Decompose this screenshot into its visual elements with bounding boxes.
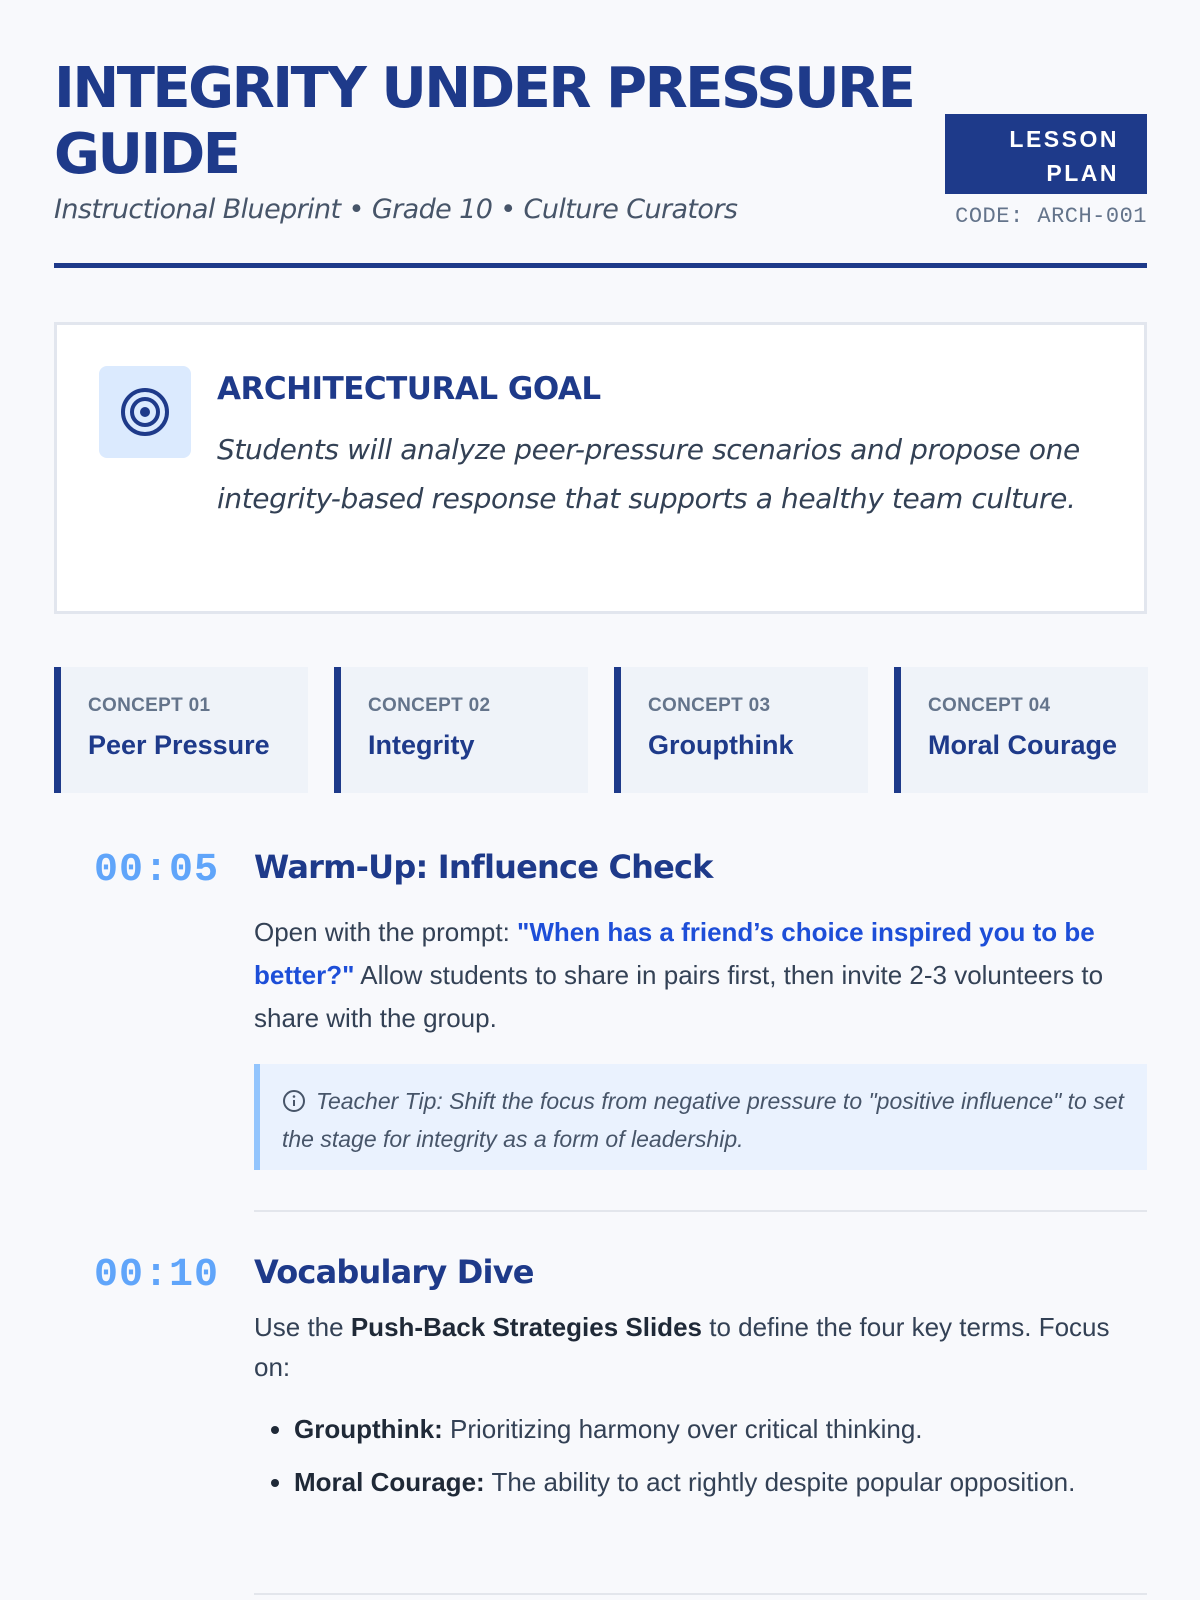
concept-name: Integrity <box>368 730 475 760</box>
concept-card <box>894 667 1148 793</box>
list-item <box>294 1462 1147 1503</box>
resource-name: Push-Back Strategies Slides <box>350 1312 702 1342</box>
section-description <box>254 911 1147 1040</box>
concept-name: Groupthink <box>648 730 794 760</box>
lesson-plan-badge: LESSON PLAN <box>945 114 1147 194</box>
concept-name: Peer Pressure <box>88 730 270 760</box>
list-item <box>294 1409 1147 1450</box>
prompt-quote: "When has a friend’s choice inspired you to be better?" <box>254 917 1095 990</box>
section-body <box>254 911 1147 1040</box>
concept-number: CONCEPT 04 <box>928 695 1051 716</box>
concept-cards <box>54 667 1147 793</box>
lesson-plan-page <box>54 0 1147 1497</box>
page-title: INTEGRITY UNDER PRESSURE GUIDE <box>54 56 914 187</box>
vocab-instructions: to define the four key terms. Focus on: <box>254 1312 1110 1382</box>
teacher-tip <box>254 1064 1147 1170</box>
goal-heading: ARCHITECTURAL GOAL <box>217 371 601 407</box>
section-divider <box>254 1593 1147 1595</box>
target-icon <box>99 366 191 458</box>
agenda-section-warmup <box>54 848 1147 1218</box>
agenda-section-vocabulary <box>54 1253 1147 1600</box>
document-code: CODE: ARCH-001 <box>955 204 1147 229</box>
section-body <box>254 1307 1147 1515</box>
section-description <box>254 1307 1147 1387</box>
concept-card <box>614 667 868 793</box>
term-definition: The ability to act rightly despite popular opposition. <box>491 1467 1076 1497</box>
concept-name: Moral Courage <box>928 730 1118 760</box>
concept-number: CONCEPT 03 <box>648 695 771 716</box>
vocabulary-list <box>254 1409 1147 1503</box>
section-title: Vocabulary Dive <box>254 1253 534 1291</box>
page-subtitle: Instructional Blueprint • Grade 10 • Culture Curators <box>54 194 738 225</box>
prompt-intro: Open with the prompt: <box>254 917 510 947</box>
term-definition: Prioritizing harmony over critical thinking. <box>450 1414 923 1444</box>
page-header <box>54 0 1147 268</box>
section-divider <box>254 1210 1147 1212</box>
goal-card <box>54 322 1147 614</box>
concept-number: CONCEPT 01 <box>88 695 211 716</box>
goal-text: Students will analyze peer-pressure scenarios and propose one integrity-based response that supports a healthy team culture. <box>217 433 1080 515</box>
term-name: Moral Courage: <box>294 1467 485 1497</box>
section-time: 00:10 <box>94 1253 220 1298</box>
vocab-intro: Use the <box>254 1312 344 1342</box>
prompt-instructions: Allow students to share in pairs first, then invite 2-3 volunteers to share with the group. <box>254 960 1104 1033</box>
teacher-tip-text: Teacher Tip: Shift the focus from negative pressure to "positive influence" to set the stage for integrity as a form of leadership. <box>282 1088 1124 1152</box>
concept-card <box>334 667 588 793</box>
concept-number: CONCEPT 02 <box>368 695 491 716</box>
info-icon <box>282 1088 306 1122</box>
section-time: 00:05 <box>94 848 220 893</box>
concept-card <box>54 667 308 793</box>
section-title: Warm-Up: Influence Check <box>254 848 713 886</box>
term-name: Groupthink: <box>294 1414 443 1444</box>
